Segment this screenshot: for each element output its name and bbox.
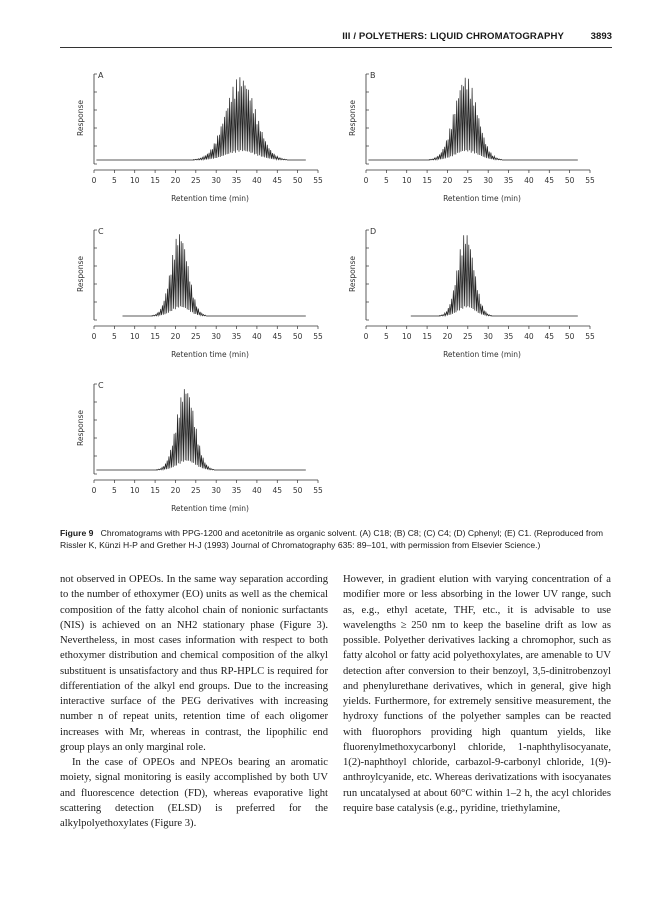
panel-label-d: D: [370, 227, 377, 236]
header-rule: [60, 47, 612, 48]
x-tick-label: 45: [544, 176, 555, 185]
x-tick-label: 10: [129, 176, 140, 185]
x-tick-label: 50: [292, 332, 303, 341]
y-axis-label-a: Response: [76, 99, 85, 137]
y-axis-label-e: Response: [76, 409, 85, 447]
x-axis-label-b: Retention time (min): [443, 194, 521, 203]
panel-label-c: C: [98, 227, 104, 236]
body-column-right: [343, 572, 611, 816]
x-tick-label: 50: [292, 486, 303, 495]
x-tick-label: 15: [150, 176, 160, 185]
x-tick-label: 5: [111, 486, 117, 495]
x-tick-label: 0: [363, 332, 369, 341]
chromatogram-d-svg: [340, 222, 610, 372]
x-tick-label: 5: [111, 176, 117, 185]
axes-c: [94, 230, 318, 329]
chromatogram-panel-b: [340, 66, 610, 216]
figure-caption-main: Chromatograms with PPG-1200 and acetonitrile as organic solvent. (A) C18; (B) C8; (C) C4; (D) Cphenyl; (E) C1.: [100, 528, 532, 538]
x-tick-label: 5: [383, 332, 389, 341]
chromatogram-panel-e: [68, 376, 338, 526]
x-tick-label: 40: [524, 332, 534, 341]
x-tick-label: 45: [544, 332, 555, 341]
x-tick-label: 20: [170, 176, 181, 185]
x-tick-label: 15: [150, 486, 160, 495]
body-paragraph: In the case of OPEOs and NPEOs bearing an aromatic moiety, signal monitoring is easily accomplished by both UV and fluorescence detection (FD), whereas evaporative light scattering detection (ELSD) is preferred for the alkylpolyethoxylates (Figure 3).: [60, 757, 328, 829]
x-axis-label-c: Retention time (min): [171, 350, 249, 359]
x-tick-label: 20: [170, 486, 181, 495]
y-axis-label-c: Response: [76, 255, 85, 293]
x-tick-label: 40: [252, 332, 262, 341]
running-header: [60, 31, 612, 47]
x-tick-label: 10: [401, 176, 412, 185]
x-tick-label: 20: [170, 332, 181, 341]
x-tick-label: 30: [211, 486, 221, 495]
body-column-left: [60, 572, 328, 831]
x-tick-label: 25: [191, 332, 201, 341]
x-tick-label: 50: [564, 332, 575, 341]
x-tick-label: 40: [524, 176, 534, 185]
x-tick-label: 50: [292, 176, 303, 185]
chromatogram-panel-a: [68, 66, 338, 216]
x-tick-labels-c: [92, 332, 323, 341]
x-tick-label: 45: [272, 486, 283, 495]
running-title: III / POLYETHERS: LIQUID CHROMATOGRAPHY: [342, 31, 564, 42]
x-tick-label: 0: [91, 486, 97, 495]
figure-label: Figure 9: [60, 528, 94, 538]
trace-b: [368, 78, 577, 160]
panel-label-a: A: [98, 71, 104, 80]
y-axis-label-b: Response: [348, 99, 357, 137]
x-tick-label: 10: [401, 332, 412, 341]
x-tick-label: 55: [313, 332, 323, 341]
x-tick-label: 20: [442, 176, 453, 185]
chromatogram-a-svg: [68, 66, 338, 216]
figure-caption-source: (Reproduced from Rissler K, Künzi H-P and Grether H-J (1993) Journal of Chromatography 635: 89–101, with permission from Elsevier Science.): [60, 528, 604, 551]
x-tick-label: 5: [383, 176, 389, 185]
x-tick-label: 35: [503, 176, 514, 185]
x-tick-label: 30: [211, 176, 221, 185]
x-axis-label-a: Retention time (min): [171, 194, 249, 203]
x-tick-label: 10: [129, 486, 140, 495]
x-tick-label: 5: [111, 332, 117, 341]
body-paragraph: However, in gradient elution with varying concentration of a modifier more or less absorbing in the lower UV range, such as, e.g., ethyl acetate, THF, etc., it is advisable to use wavelengths ≥ 250 nm to keep the baseline drift as low as possible. Polyether derivatives lacking a chromophor, such as fatty alcohol or fatty acid polyethoxylates, are amenable to UV detection after conversion to their benzoyl, 3,5-dinitrobenzoyl and phenylurethane derivatives, which in general, give high yields. Furthermore, for extremely sensitive measurement, the hydroxy functions of the polyether samples can be reacted with fluorophors providing high quantum yields, like fluorenylmethoxycarbonyl chloride, 1-naphthylisocyanate, 1(2)-naphthoyl chloride, carbazol-9-carbonyl chloride, 1(9)-anthroylcyanide, etc. Whereas derivatizations with isocyanates run uncatalysed at about 60°C within 1–2 h, the acyl chlorides require base catalysis (e.g., pyridine, triethylamine,: [343, 574, 611, 814]
x-tick-label: 25: [191, 486, 201, 495]
x-tick-label: 55: [585, 176, 595, 185]
x-tick-label: 55: [313, 486, 323, 495]
x-tick-label: 0: [91, 176, 97, 185]
x-tick-label: 40: [252, 176, 262, 185]
x-tick-label: 0: [363, 176, 369, 185]
x-tick-label: 35: [231, 332, 242, 341]
x-tick-labels-b: [364, 176, 595, 185]
x-tick-label: 30: [483, 332, 493, 341]
chromatogram-panel-d: [340, 222, 610, 372]
x-tick-label: 45: [272, 176, 283, 185]
x-tick-label: 55: [313, 176, 323, 185]
chromatogram-e-svg: [68, 376, 338, 526]
x-tick-label: 35: [231, 176, 242, 185]
page-number: 3893: [590, 31, 612, 42]
panel-label-b: B: [370, 71, 376, 80]
panel-label-e: C: [98, 381, 104, 390]
x-tick-label: 45: [272, 332, 283, 341]
x-axis-label-d: Retention time (min): [443, 350, 521, 359]
x-tick-labels-e: [92, 486, 323, 495]
y-axis-label-d: Response: [348, 255, 357, 293]
x-tick-labels-a: [92, 176, 323, 185]
x-tick-label: 35: [503, 332, 514, 341]
x-tick-label: 35: [231, 486, 242, 495]
x-tick-label: 30: [211, 332, 221, 341]
trace-a: [96, 77, 305, 160]
x-tick-label: 20: [442, 332, 453, 341]
x-tick-label: 15: [422, 176, 432, 185]
body-paragraph: not observed in OPEOs. In the same way separation according to the number of ethoxymer (EO) units as well as the chemical composition of the fatty alcohol chain of nonionic surfactants (NIS) is achieved on an NH2 stationary phase (Figure 3). Nevertheless, in most cases information with respect to both ethoxymer distribution and chemical composition of the alkyl substituent is unsatisfactory and thus RP-HPLC is required for differentiation of the alkyl end groups. Due to the increasing interactive surface of the PEG derivatives with increasing number n of repeat units, retention time of each oligomer increases with Mr, whereas in contrast, the lipophilic end group plays an only marginal role.: [60, 574, 328, 753]
chromatogram-panel-c: [68, 222, 338, 372]
x-tick-label: 0: [91, 332, 97, 341]
trace-c: [123, 234, 306, 316]
chromatogram-c-svg: [68, 222, 338, 372]
x-tick-label: 40: [252, 486, 262, 495]
x-tick-label: 50: [564, 176, 575, 185]
x-tick-label: 15: [422, 332, 432, 341]
x-tick-label: 25: [463, 332, 473, 341]
x-tick-label: 25: [463, 176, 473, 185]
figure-caption: [60, 527, 612, 552]
x-tick-label: 55: [585, 332, 595, 341]
x-tick-label: 10: [129, 332, 140, 341]
trace-e: [96, 389, 305, 470]
trace-d: [411, 235, 578, 316]
axes-d: [366, 230, 590, 329]
axes-b: [366, 74, 590, 173]
x-tick-label: 30: [483, 176, 493, 185]
chromatogram-b-svg: [340, 66, 610, 216]
x-tick-label: 25: [191, 176, 201, 185]
x-tick-label: 15: [150, 332, 160, 341]
x-axis-label-e: Retention time (min): [171, 504, 249, 513]
x-tick-labels-d: [364, 332, 595, 341]
